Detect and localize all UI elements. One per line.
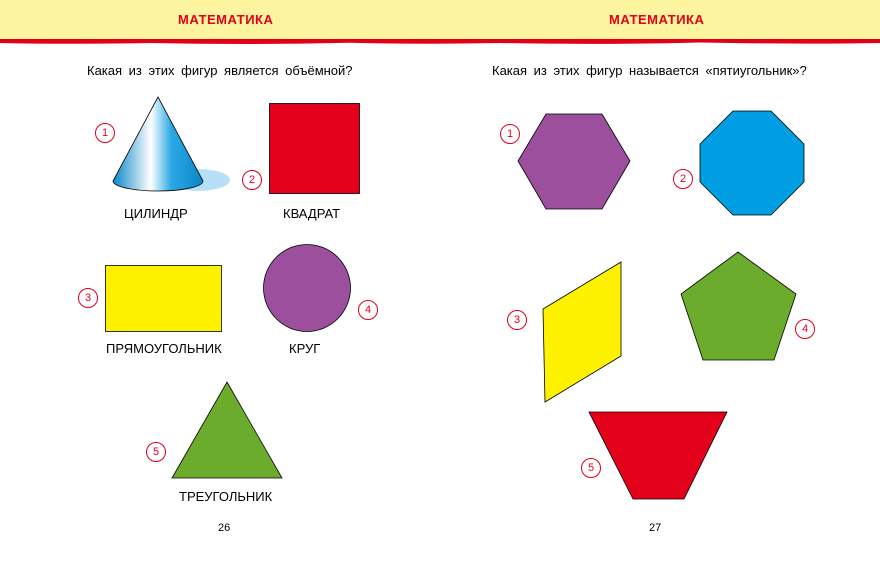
pentagon-shape [679,251,799,363]
left-figure-5-label: ТРЕУГОЛЬНИК [179,489,273,504]
triangle-shape [170,381,284,481]
left-page-number: 26 [218,522,231,534]
right-header-title: МАТЕМАТИКА [609,12,705,27]
left-figure-5-number: 5 [146,442,166,462]
right-page-number: 27 [649,522,662,534]
right-figure-4-number: 4 [795,319,815,339]
square-shape [269,103,361,195]
right-figure-5-number: 5 [581,458,601,478]
trapezoid-shape [588,411,730,501]
right-question: Какая из этих фигур называется «пятиугольник»? [492,63,807,78]
left-figure-1-number: 1 [95,123,115,143]
left-question: Какая из этих фигур является объёмной? [87,63,353,78]
right-figure-3-number: 3 [507,310,527,330]
left-figure-4-label: КРУГ [289,341,321,356]
circle-shape [263,244,353,334]
octagon-shape [699,110,807,216]
left-figure-3-number: 3 [78,288,98,308]
rectangle-shape [105,265,223,333]
left-figure-4-number: 4 [358,300,378,320]
left-figure-3-label: ПРЯМОУГОЛЬНИК [106,341,222,356]
left-header-title: МАТЕМАТИКА [178,12,274,27]
hexagon-shape [517,113,632,211]
page-header [0,0,880,40]
right-figure-2-number: 2 [673,169,693,189]
left-figure-2-number: 2 [242,170,262,190]
left-figure-2-label: КВАДРАТ [283,206,341,221]
header-red-stripe [0,38,880,46]
right-figure-1-number: 1 [500,124,520,144]
parallelogram-shape [541,261,625,404]
cone-shape [108,95,233,200]
left-figure-1-label: ЦИЛИНДР [124,206,188,221]
